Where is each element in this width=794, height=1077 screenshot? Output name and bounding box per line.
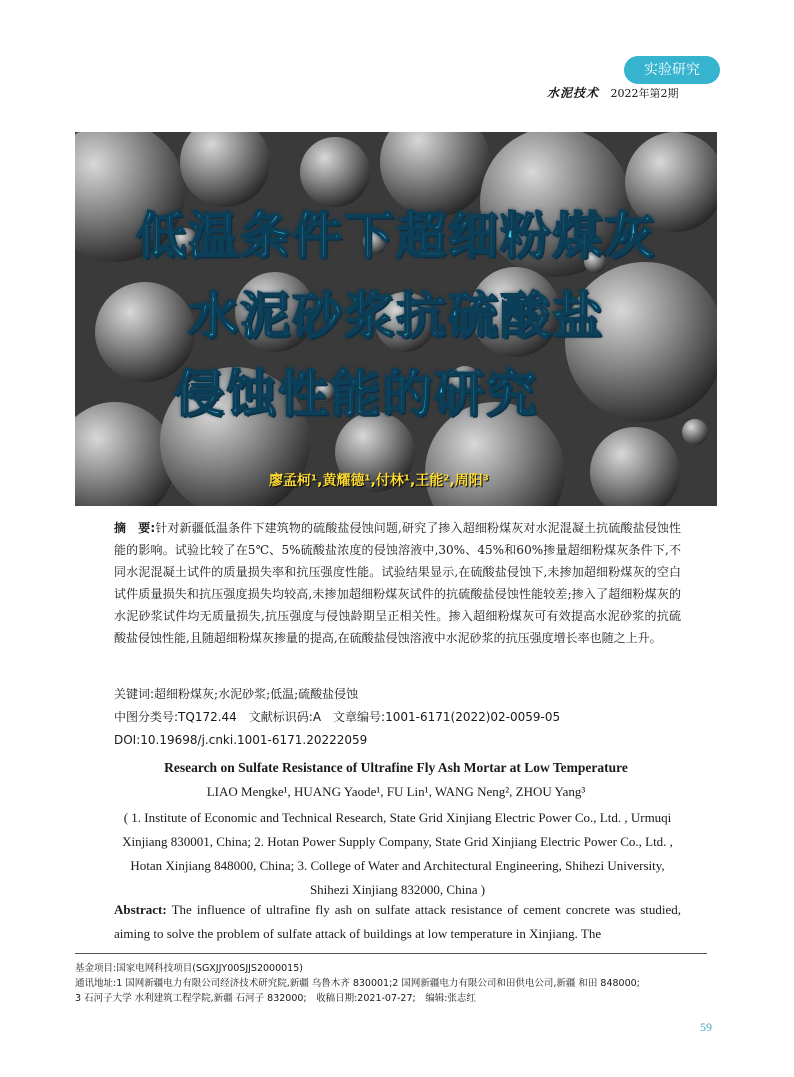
- english-abstract-text: The influence of ultrafine fly ash on sulfate attack resistance of cement concrete was studied, aiming to solve the problem of sulfate attack of buildings at low temperature in Xinjiang. The: [114, 902, 682, 941]
- title-line-3: 侵蚀性能的研究: [174, 365, 538, 423]
- keywords-cn-text: 超细粉煤灰;水泥砂浆;低温;硫酸盐侵蚀: [154, 687, 359, 701]
- abstract-cn-text: 针对新疆低温条件下建筑物的硫酸盐侵蚀问题,研究了掺入超细粉煤灰对水泥混凝土抗硫酸盐侵蚀性能的影响。试验比较了在5℃、5%硫酸盐浓度的侵蚀溶液中,30%、45%和60%掺量超细粉煤灰条件下,不同水泥混凝土试件的质量损失率和抗压强度性能。试验结果显示,在硫酸盐侵蚀下,未掺加超细粉煤灰的空白试件质量损失和抗压强度损失均较高,未掺加超细粉煤灰试件的抗硫酸盐侵蚀性能较差;掺入了超细粉煤灰的水泥砂浆试件均无质量损失,抗压强度与侵蚀龄期呈正相关性。掺入超细粉煤灰可有效提高水泥砂浆的抗硫酸盐侵蚀性能,且随超细粉煤灰掺量的提高,在硫酸盐侵蚀溶液中水泥砂浆的抗压强度增长率也随之上升。: [114, 521, 681, 645]
- journal-issue: 2022年第2期: [610, 87, 679, 100]
- english-affiliations: ( 1. Institute of Economic and Technical Research, State Grid Xinjiang Electric Power Co., Ltd. , Urmuqi Xinjiang 830001, China; 2. Hotan Power Supply Company, State Grid Xinjiang Electric Power Co., Ltd. , Hotan Xinjiang 848000, China; 3. College of Water and Architectural Engineering, Shihezi University, Shihezi Xinjiang 832000, China ): [122, 810, 673, 897]
- footnote-fund: 基金项目:国家电网科技项目(SGXJJY00SJJS2000015): [75, 963, 303, 974]
- english-authors: LIAO Mengke¹, HUANG Yaode¹, FU Lin¹, WANG Neng², ZHOU Yang³: [206, 784, 586, 799]
- doi-line: DOI:10.19698/j.cnki.1001-6171.20222059: [114, 733, 368, 747]
- english-abstract: [114, 898, 681, 946]
- footnote-divider: [75, 953, 707, 954]
- title-line-2: 水泥砂浆抗硫酸盐: [188, 287, 604, 345]
- footnote-address-1: 通讯地址:1 国网新疆电力有限公司经济技术研究院,新疆 乌鲁木齐 830001;2 国网新疆电力有限公司和田供电公司,新疆 和田 848000;: [75, 978, 640, 989]
- journal-name: 水泥技术: [547, 86, 600, 100]
- section-tag: 实验研究: [624, 56, 720, 84]
- english-abstract-label: Abstract:: [114, 902, 167, 917]
- english-title: Research on Sulfate Resistance of Ultrafine Fly Ash Mortar at Low Temperature: [164, 760, 628, 775]
- keywords-cn-label: 关键词:: [114, 687, 155, 701]
- abstract-cn: [114, 517, 681, 649]
- footnote-address-2: 3 石河子大学 水利建筑工程学院,新疆 石河子 832000; 收稿日期:2021-07-27; 编辑:张志红: [75, 993, 476, 1004]
- hero-banner: [75, 132, 717, 506]
- abstract-cn-label: 摘 要:: [114, 521, 156, 535]
- title-line-1: 低温条件下超细粉煤灰: [136, 207, 656, 265]
- journal-header: [547, 84, 679, 101]
- keywords-cn: [114, 683, 681, 705]
- page-number: 59: [700, 1020, 712, 1034]
- classification-line: 中图分类号:TQ172.44 文献标识码:A 文章编号:1001-6171(2022)02-0059-05: [114, 710, 561, 724]
- authors-cn: 廖孟柯¹,黄耀德¹,付林¹,王能²,周阳³: [269, 473, 489, 489]
